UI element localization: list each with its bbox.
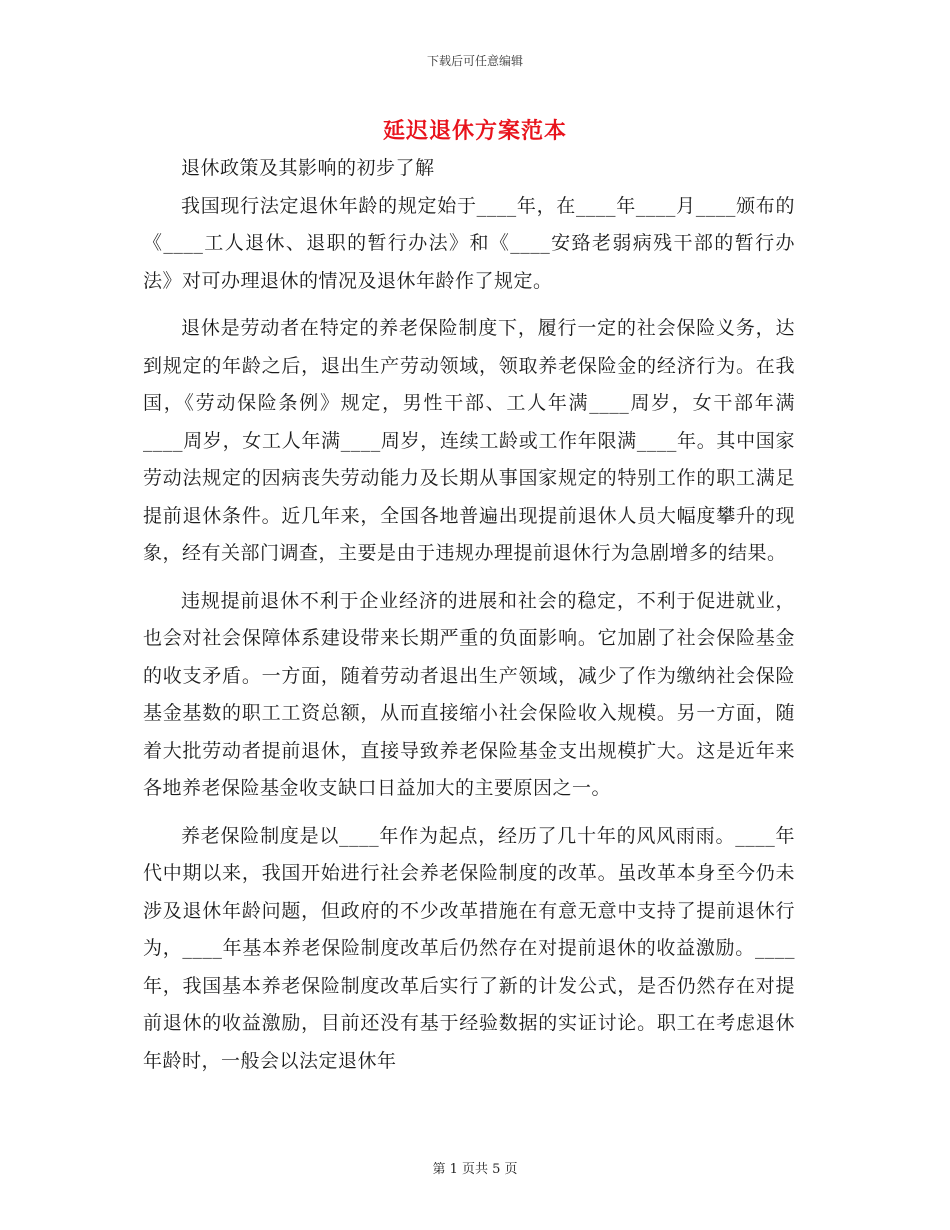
paragraph: 养老保险制度是以____年作为起点，经历了几十年的风风雨雨。____年代中期以来，我国开始进行社会养老保险制度的改革。虽改革本身至今仍未涉及退休年龄问题，但政府的不少改革措施在有意无意中支持了提前退休行为，____年基本养老保险制度改革后仍然存在对提前退休的收益激励。____年，我国基本养老保险制度改革后实行了新的计发公式，是否仍然存在对提前退休的收益激励，目前还没有基于经验数据的实证讨论。职工在考虑退休年龄时，一般会以法定退休年 bbox=[143, 824, 795, 1072]
document-title: 延迟退休方案范本 bbox=[382, 118, 567, 144]
paragraph: 违规提前退休不利于企业经济的进展和社会的稳定，不利于促进就业，也会对社会保障体系建设带来长期严重的负面影响。它加剧了社会保险基金的收支矛盾。一方面，随着劳动者退出生产领域，减少了作为缴纳社会保险基金基数的职工工资总额，从而直接缩小社会保险收入规模。另一方面，随着大批劳动者提前退休，直接导致养老保险基金支出规模扩大。这是近年来各地养老保险基金收支缺口日益加大的主要原因之一。 bbox=[143, 589, 795, 799]
paragraph: 我国现行法定退休年龄的规定始于____年，在____年____月____颁布的《____工人退休、退职的暂行办法》和《____安臵老弱病残干部的暂行办法》对可办理退休的情况及退休年龄作了规定。 bbox=[143, 194, 795, 292]
page-header-note: 下载后可任意编辑 bbox=[426, 54, 523, 68]
paragraph-lead: 退休政策及其影响的初步了解 bbox=[181, 157, 435, 179]
page-number: 第 1 页共 5 页 bbox=[432, 1162, 518, 1177]
document-body bbox=[143, 150, 795, 1090]
paragraph: 退休是劳动者在特定的养老保险制度下，履行一定的社会保险义务，达到规定的年龄之后，退出生产劳动领域，领取养老保险金的经济行为。在我国，《劳动保险条例》规定，男性干部、工人年满____周岁，女干部年满____周岁，女工人年满____周岁，连续工龄或工作年限满____年。其中国家劳动法规定的因病丧失劳动能力及长期从事国家规定的特别工作的职工满足提前退休条件。近几年来，全国各地普遍出现提前退休人员大幅度攀升的现象，经有关部门调查，主要是由于违规办理提前退休行为急剧增多的结果。 bbox=[143, 317, 795, 564]
